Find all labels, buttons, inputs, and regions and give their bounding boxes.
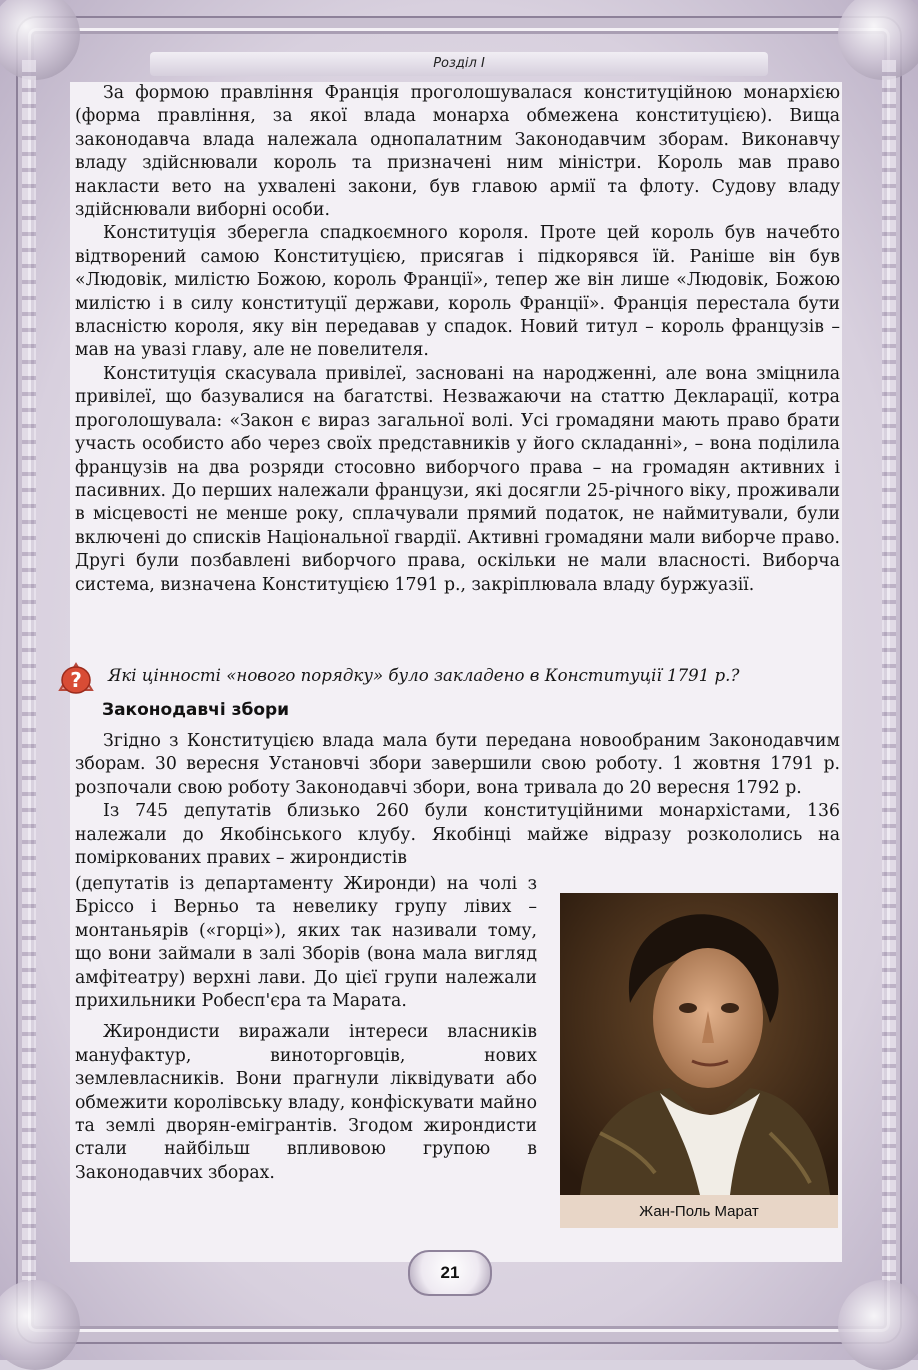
paragraph: Згідно з Конституцією влада мала бути передана новообраним Законодавчим зборам. 30 вересня Установчі збори завершили свою роботу. 1 жовтня 1791 р. розпочали свою роботу Законодавчі збори, вона тривала до 20 вересня 1792 р. [75,731,840,798]
body-text-side [75,873,537,1185]
corner-ornament [838,1280,918,1370]
body-text-mid [75,730,840,870]
question-mark-icon [56,660,96,696]
portrait-image [560,893,838,1195]
body-text-top [75,82,840,597]
figure-caption: Жан-Поль Марат [639,1203,759,1220]
paragraph: (депутатів із департаменту Жиронди) на чолі з Бріссо і Верньо та невелику групу лівих – монтаньярів («горці»), яких так називали тому, що вони займали в залі Зборів (вона мала вигляд амфітеатру) верхні лави. До цієї групи належали прихильники Робесп'єра та Марата. [75,874,537,1012]
question-text: Які цінності «нового порядку» було закладено в Конституції 1791 р.? [108,666,740,685]
side-ornament [22,60,36,1280]
paragraph: Конституція зберегла спадкоємного короля. Проте цей король був начебто відтворений самою Конституцією, присягав і підкорявся їй. Раніше він був «Людовік, милістю Божою, король Франції», тепер же він лише «Людовік, Божою милістю і в силу конституції держави, король Франції». Франція перестала бути власністю короля, яку він передавав у спадок. Новий титул – король французів – мав на увазі главу, але не повелителя. [75,223,840,361]
section-title: Розділ I [433,56,485,71]
paragraph: Конституція скасувала привілеї, засновані на народженні, але вона зміцнила привілеї, що базувалися на багатстві. Незважаючи на статтю Декларації, котра проголошувала: «Закон є вираз загальної волі. Усі громадяни мають право брати участь особисто або через своїх представників у його складанні», – вона поділила французів на два розряди стосовно виборчого права – на громадян активних і пасивних. До перших належали французи, які досягли 25-річного віку, проживали в місцевості не менше року, сплачували прямий податок, не наймитували, були включені до списків Національної гвардії. Активні громадяни мали виборче право. Другі були позбавлені виборчого права, оскільки не мали власності. Виборча система, визначена Конституцією 1791 р., закріплювала владу буржуазії. [75,363,840,595]
svg-text:?: ? [70,668,82,692]
question-block [56,660,836,696]
page-number: 21 [408,1250,492,1296]
paragraph: Жирондисти виражали інтереси власників мануфактур, виноторговців, нових землевласників. Вони прагнули ліквідувати або обмежити королівську владу, конфіскувати майно та землі дворян-емігрантів. Згодом жирондисти стали найбільш впливовою групою в Законодавчих зборах. [75,1022,537,1183]
corner-ornament [0,1280,80,1370]
portrait-figure [560,893,838,1228]
paragraph: За формою правління Франція проголошувалася конституційною монархією (форма правління, за якої влада монарха обмежена конституцією). Вища законодавча влада належала однопалатним Законодавчим зборам. Виконавчу владу здійснювали король та призначені ним міністри. Король мав право накласти вето на ухвалені закони, був главою армії та флоту. Судову владу здійснювали виборні особи. [75,83,840,221]
section-header [150,52,768,76]
side-ornament [882,60,896,1280]
subheading: Законодавчі збори [102,700,290,720]
paragraph: Із 745 депутатів близько 260 були конституційними монархістами, 136 належали до Якобінського клубу. Якобінці майже відразу розкололись на поміркованих правих – жирондистів [75,801,840,869]
